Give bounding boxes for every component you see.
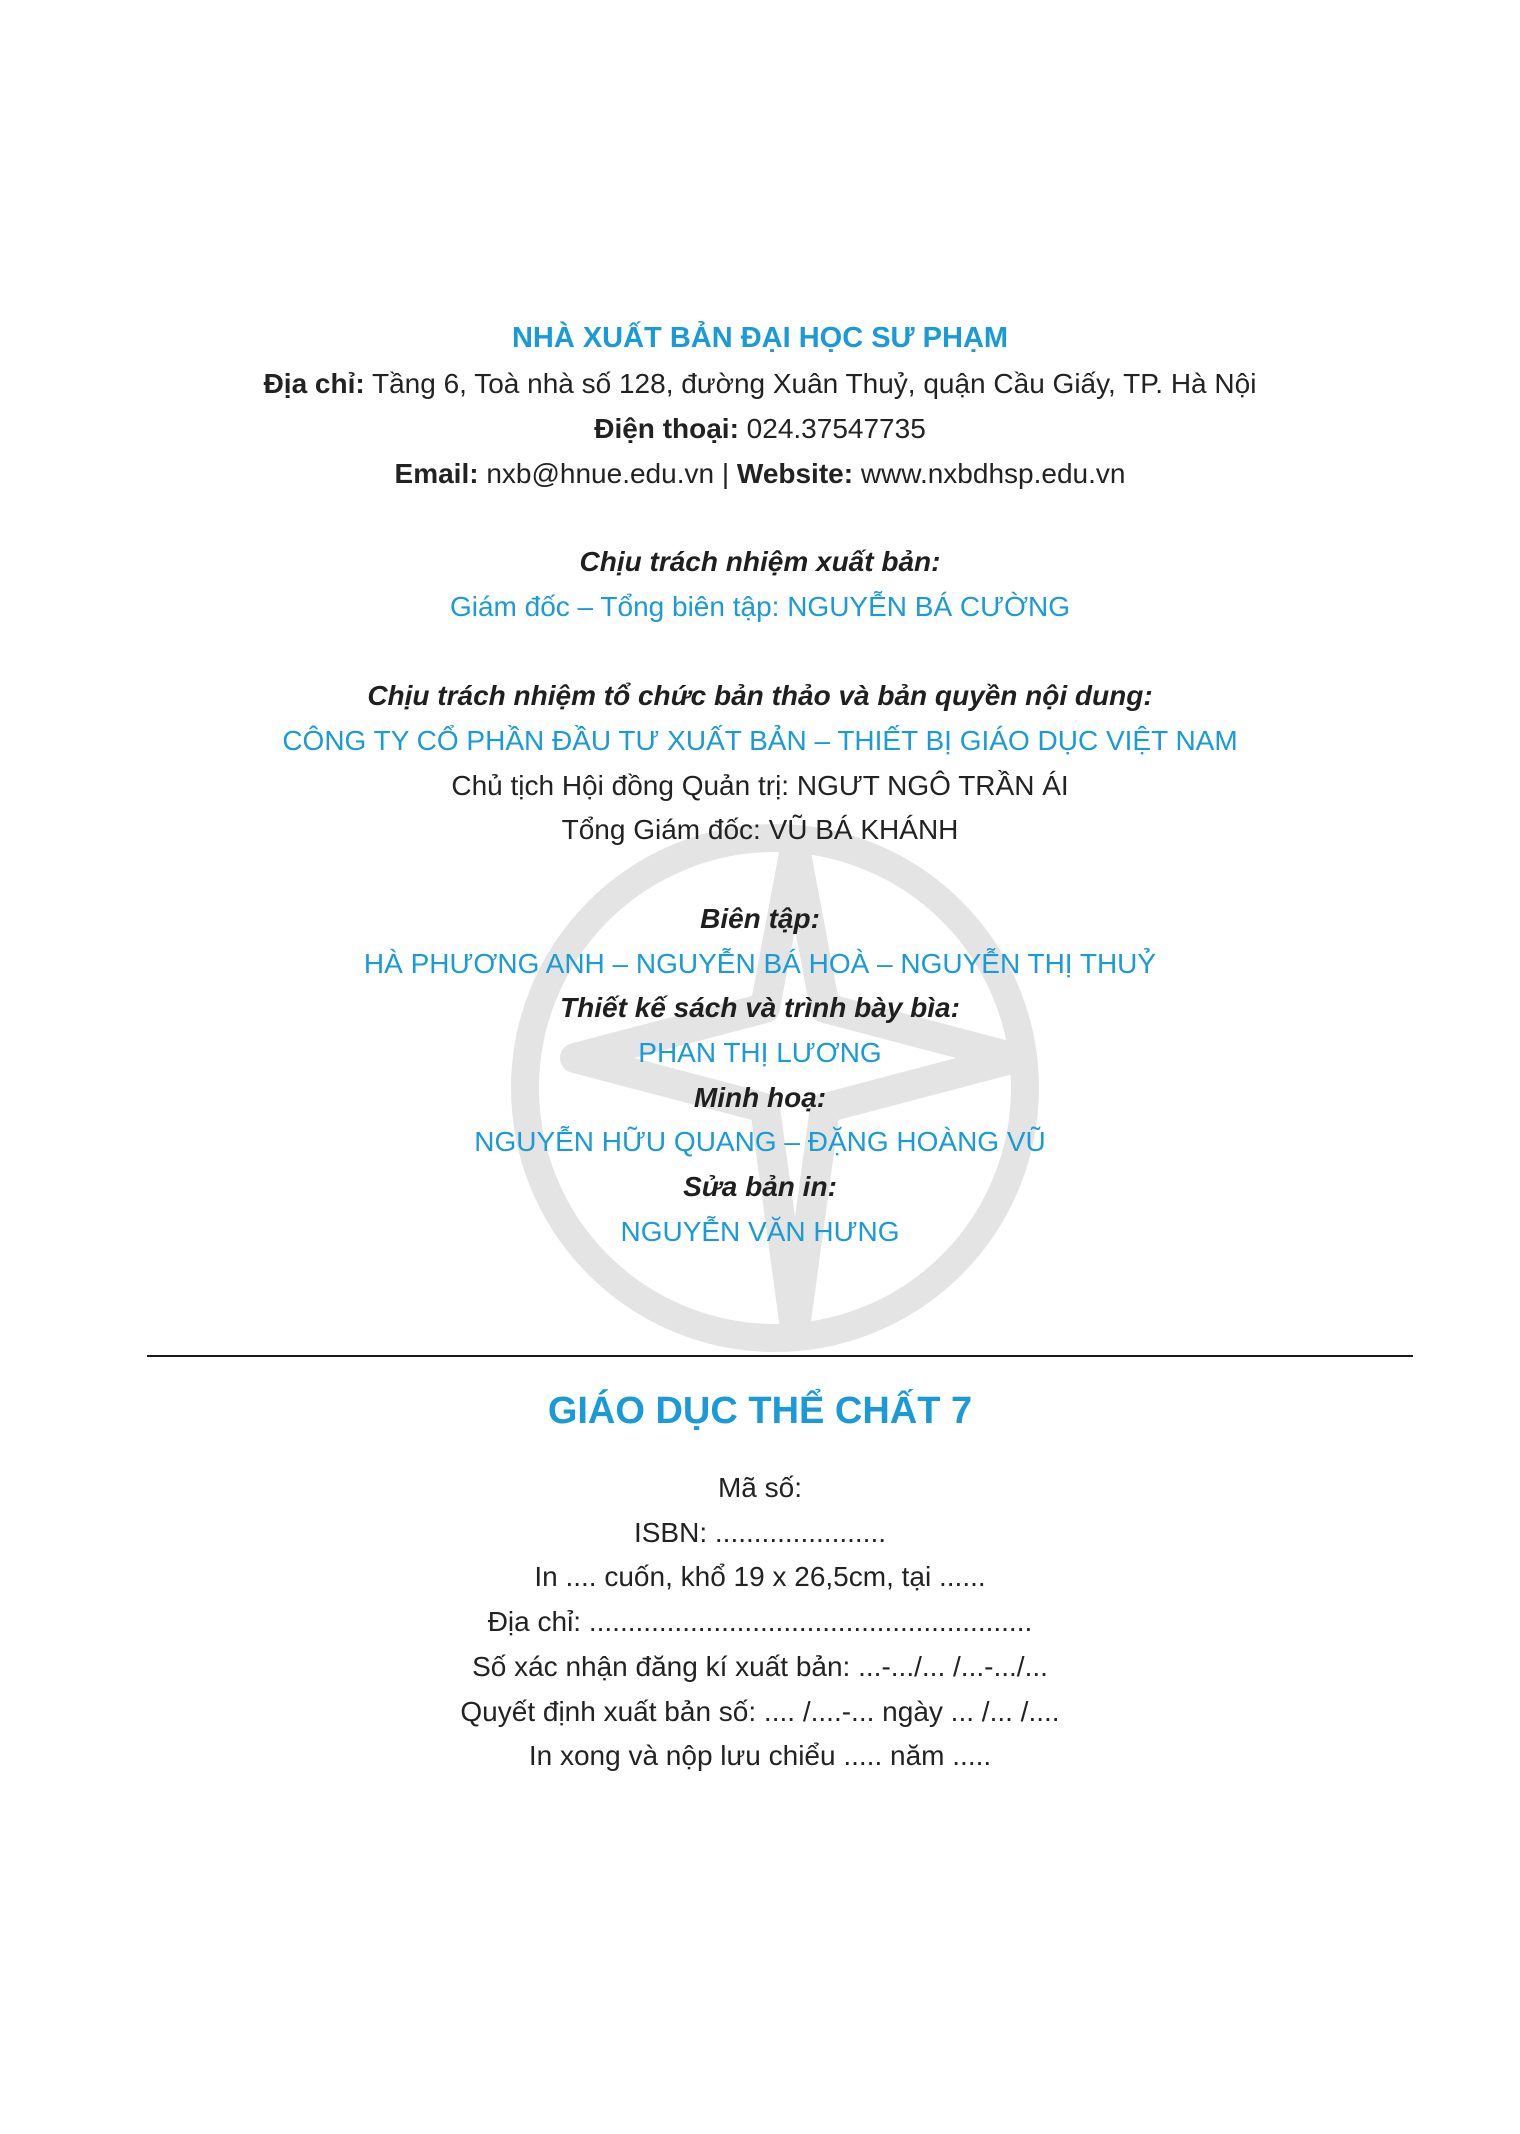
phone-label: Điện thoại: (594, 413, 739, 444)
credit-names-proofreading: NGUYỄN VĂN HƯNG (620, 1216, 900, 1247)
credit-names-editor: HÀ PHƯƠNG ANH – NGUYỄN BÁ HOÀ – NGUYỄN THỊ THUỶ (363, 948, 1157, 979)
phone-value: 024.37547735 (738, 413, 926, 444)
credit-role-proofreading: Sửa bản in: (683, 1171, 837, 1202)
credit-names-designer: PHAN THỊ LƯƠNG (638, 1037, 882, 1068)
company-name: CÔNG TY CỔ PHẦN ĐẦU TƯ XUẤT BẢN – THIẾT BỊ GIÁO DỤC VIỆT NAM (282, 725, 1238, 756)
address-value: Tầng 6, Toà nhà số 128, đường Xuân Thuỷ, quận Cầu Giấy, TP. Hà Nội (364, 368, 1257, 399)
book-title: GIÁO DỤC THỂ CHẤT 7 (547, 1390, 973, 1432)
website-value: www.nxbdhsp.edu.vn (853, 458, 1126, 489)
divider (147, 1355, 1413, 1357)
book-info-line: Số xác nhận đăng kí xuất bản: ...-.../... /...-.../... (472, 1651, 1048, 1682)
email-label: Email: (394, 458, 479, 489)
content-responsibility-heading: Chịu trách nhiệm tổ chức bản thảo và bản quyền nội dung: (367, 680, 1153, 711)
chairman: Chủ tịch Hội đồng Quản trị: NGƯT NGÔ TRẦN ÁI (451, 770, 1069, 801)
address-label: Địa chỉ: (263, 368, 365, 399)
publisher-phone (0, 411, 1520, 447)
credit-role-editor: Biên tập: (700, 903, 820, 934)
publisher-contact (0, 456, 1520, 492)
publishing-responsibility-person: Giám đốc – Tổng biên tập: NGUYỄN BÁ CƯỜNG (449, 591, 1071, 622)
publisher-address (0, 366, 1520, 402)
book-info-line: Quyết định xuất bản số: .... /....-... ngày ... /... /.... (460, 1696, 1060, 1727)
credit-names-illustration: NGUYỄN HỮU QUANG – ĐẶNG HOÀNG VŨ (474, 1126, 1046, 1157)
general-director: Tổng Giám đốc: VŨ BÁ KHÁNH (561, 814, 959, 845)
credit-role-illustration: Minh hoạ: (693, 1082, 827, 1113)
email-value: nxb@hnue.edu.vn | (478, 458, 737, 489)
book-info-line: Địa chỉ: ......................................................... (487, 1606, 1033, 1637)
book-info-line: ISBN: ...................... (633, 1517, 887, 1548)
publishing-responsibility-heading: Chịu trách nhiệm xuất bản: (579, 546, 941, 577)
website-label: Website: (736, 458, 854, 489)
book-info-line: Mã số: (717, 1472, 803, 1503)
credit-role-designer: Thiết kế sách và trình bày bìa: (560, 992, 960, 1023)
publisher-name: NHÀ XUẤT BẢN ĐẠI HỌC SƯ PHẠM (511, 322, 1009, 354)
book-info-line: In xong và nộp lưu chiểu ..... năm ..... (528, 1740, 992, 1771)
book-info-line: In .... cuốn, khổ 19 x 26,5cm, tại ...... (534, 1561, 986, 1592)
